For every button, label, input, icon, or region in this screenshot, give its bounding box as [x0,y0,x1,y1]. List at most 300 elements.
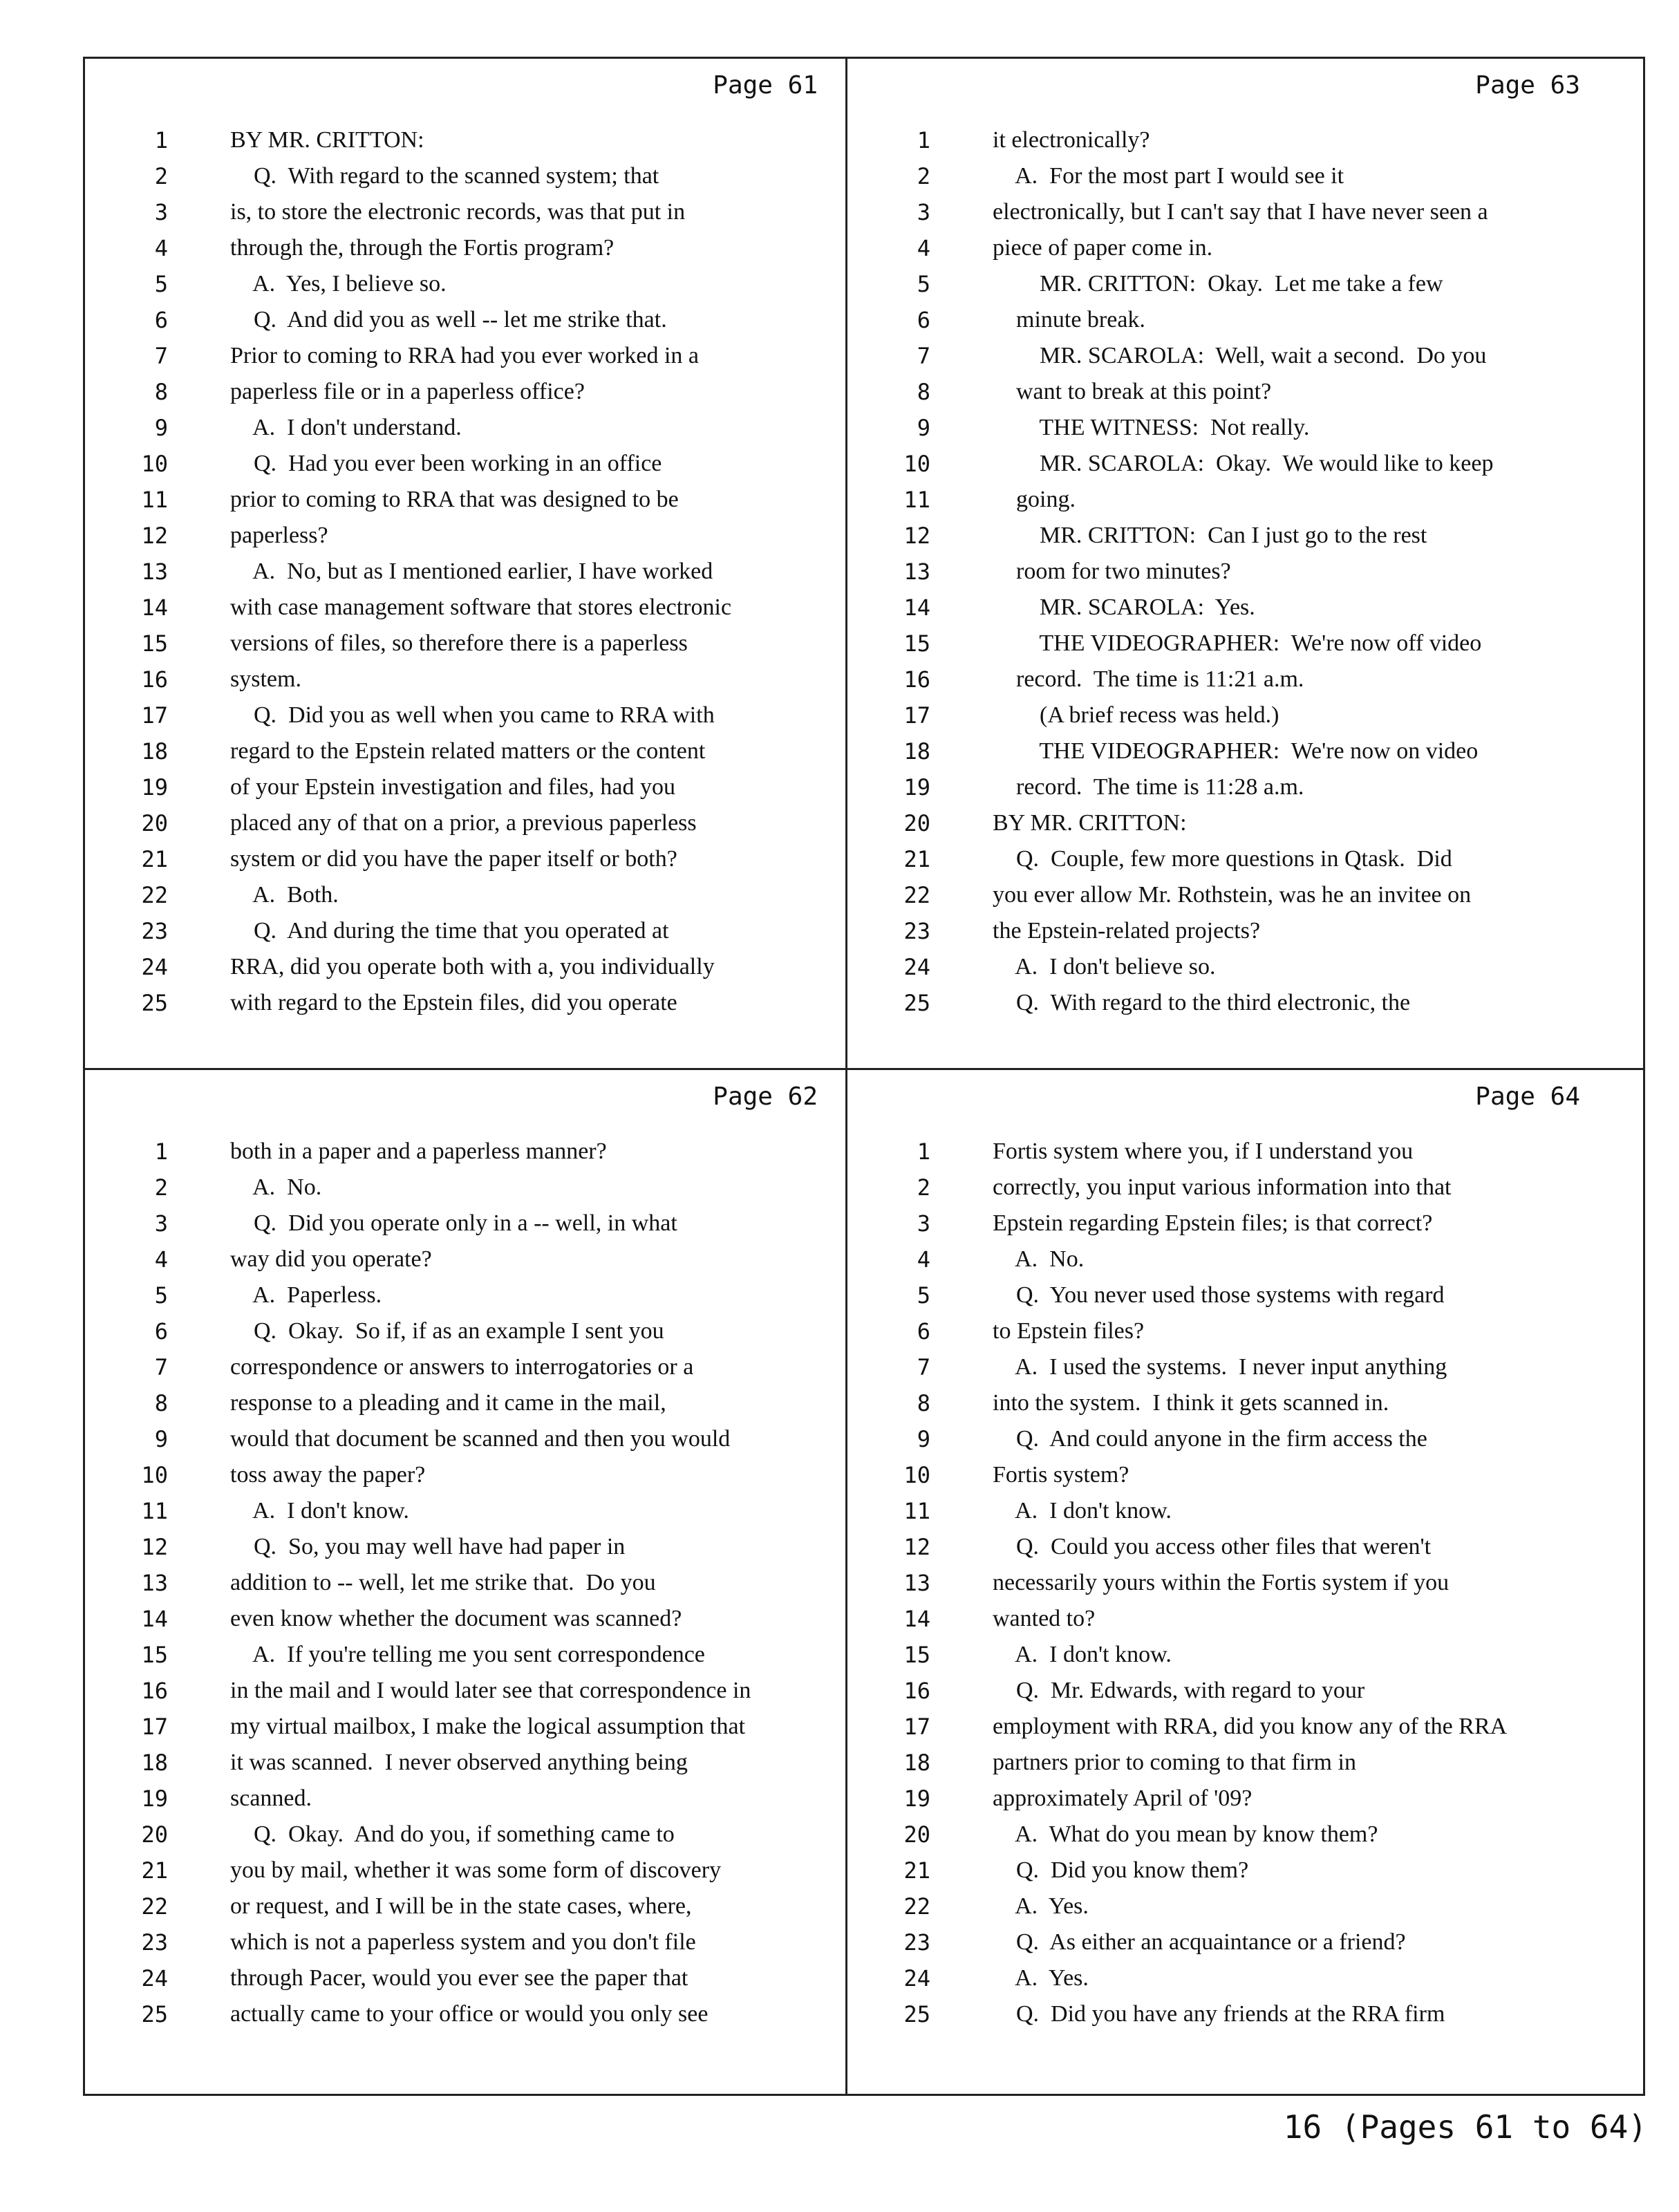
transcript-line [847,230,1608,266]
line-number: 1 [154,127,168,153]
transcript-line [85,158,845,194]
line-number: 6 [154,1318,168,1344]
line-number: 11 [141,487,168,513]
line-number: 6 [154,307,168,333]
line-number: 8 [154,1390,168,1416]
line-text: going. [993,487,1076,512]
transcript-line [847,338,1608,374]
transcript-line [85,122,845,158]
line-number: 23 [141,918,168,944]
line-number: 20 [141,1821,168,1848]
line-number: 17 [141,702,168,729]
transcript-line [847,1565,1608,1601]
line-number: 10 [903,1462,930,1488]
line-text: A. I don't understand. [230,415,462,440]
transcript-line [847,1349,1608,1385]
transcript-line [847,158,1608,194]
line-number: 13 [141,1570,168,1596]
line-text: Q. With regard to the third electronic, the [993,990,1411,1015]
line-text: MR. SCAROLA: Okay. We would like to keep [993,451,1494,476]
line-number: 21 [141,846,168,872]
line-text: room for two minutes? [993,559,1231,584]
line-text: system. [230,666,301,692]
line-text: into the system. I think it gets scanned in. [993,1390,1389,1416]
line-text: Q. Had you ever been working in an office [230,451,662,476]
line-text: with case management software that stores electronic [230,594,732,620]
transcript-line [85,913,845,949]
line-number: 10 [141,1462,168,1488]
transcript-line [85,1349,845,1385]
line-number: 25 [141,2001,168,2027]
line-number: 2 [154,1174,168,1201]
line-text: or request, and I will be in the state cases, where, [230,1893,692,1919]
line-text: piece of paper come in. [993,235,1213,261]
transcript-line [85,554,845,590]
transcript-line [847,194,1608,230]
line-number: 11 [903,1498,930,1524]
transcript-line [847,1421,1608,1457]
line-number: 5 [917,1282,930,1309]
page-number: Page 64 [1475,1082,1580,1111]
line-number: 15 [141,630,168,657]
transcript-line [847,1673,1608,1709]
line-text: system or did you have the paper itself or both? [230,846,677,872]
transcript-line [85,1529,845,1565]
transcript-line [847,1853,1608,1888]
line-number: 3 [154,199,168,225]
line-number: 9 [154,415,168,441]
transcript-lines [847,1134,1608,2032]
line-number: 19 [903,1785,930,1812]
transcript-line [847,1206,1608,1241]
line-text: paperless? [230,523,328,548]
transcript-line [85,1170,845,1206]
transcript-line [85,590,845,626]
line-text: minute break. [993,307,1145,332]
line-number: 25 [903,2001,930,2027]
line-number: 18 [141,1750,168,1776]
line-text: Epstein regarding Epstein files; is that correct? [993,1210,1433,1236]
line-text: record. The time is 11:21 a.m. [993,666,1304,692]
line-number: 13 [903,1570,930,1596]
line-text: prior to coming to RRA that was designed to be [230,487,679,512]
line-number: 22 [903,1893,930,1920]
line-text: A. I used the systems. I never input anything [993,1354,1447,1380]
transcript-line [85,446,845,482]
line-text: versions of files, so therefore there is a paperless [230,630,688,656]
line-number: 25 [903,990,930,1016]
line-number: 7 [154,343,168,369]
line-text: A. If you're telling me you sent correspondence [230,1642,705,1667]
transcript-line [847,1457,1608,1493]
transcript-line [85,1601,845,1637]
line-number: 14 [141,1606,168,1632]
line-text: Q. With regard to the scanned system; that [230,163,659,189]
transcript-line [847,1781,1608,1817]
line-number: 3 [154,1210,168,1237]
line-number: 14 [903,594,930,621]
line-number: 17 [141,1714,168,1740]
transcript-line [847,1385,1608,1421]
line-text: THE VIDEOGRAPHER: We're now on video [993,738,1479,764]
line-text: correctly, you input various information into that [993,1174,1452,1200]
line-number: 18 [141,738,168,765]
line-number: 21 [903,846,930,872]
line-number: 6 [917,1318,930,1344]
line-number: 8 [154,379,168,405]
line-text: A. I don't know. [993,1642,1172,1667]
transcript-lines [847,122,1608,1021]
transcript-line [85,1637,845,1673]
line-text: MR. SCAROLA: Yes. [993,594,1255,620]
transcript-lines [85,122,845,1021]
transcript-line [85,1817,845,1853]
line-number: 16 [141,1678,168,1704]
line-number: 1 [917,127,930,153]
transcript-line [847,446,1608,482]
line-text: BY MR. CRITTON: [230,127,424,153]
transcript-line [85,626,845,662]
line-text: which is not a paperless system and you don't file [230,1929,696,1955]
line-number: 16 [903,666,930,693]
transcript-line [847,1637,1608,1673]
line-text: A. Both. [230,882,339,908]
transcript-sheet [83,57,1645,2096]
transcript-line [847,1960,1608,1996]
line-number: 16 [903,1678,930,1704]
footer-page-range: 16 (Pages 61 to 64) [1283,2108,1647,2146]
line-text: it electronically? [993,127,1150,153]
page-number: Page 63 [1475,71,1580,100]
line-number: 4 [917,1246,930,1273]
line-number: 5 [154,1282,168,1309]
transcript-line [847,662,1608,697]
line-text: Q. So, you may well have had paper in [230,1534,626,1559]
line-number: 22 [141,1893,168,1920]
line-number: 23 [903,918,930,944]
line-number: 6 [917,307,930,333]
transcript-line [85,662,845,697]
line-text: wanted to? [993,1606,1096,1631]
transcript-line [85,482,845,518]
transcript-line [847,1170,1608,1206]
line-number: 13 [141,559,168,585]
line-text: the Epstein-related projects? [993,918,1261,944]
line-text: approximately April of '09? [993,1785,1253,1811]
line-number: 14 [141,594,168,621]
line-number: 13 [903,559,930,585]
line-text: regard to the Epstein related matters or the content [230,738,706,764]
line-number: 4 [154,235,168,261]
line-text: Prior to coming to RRA had you ever worked in a [230,343,700,368]
transcript-line [85,1781,845,1817]
transcript-line [85,338,845,374]
line-text: addition to -- well, let me strike that. Do you [230,1570,656,1595]
line-text: A. What do you mean by know them? [993,1821,1378,1847]
line-text: Q. Okay. So if, if as an example I sent you [230,1318,664,1344]
line-text: A. No, but as I mentioned earlier, I have worked [230,559,713,584]
line-text: RRA, did you operate both with a, you individually [230,954,715,980]
line-text: my virtual mailbox, I make the logical assumption that [230,1714,746,1739]
transcript-line [85,1277,845,1313]
line-number: 3 [917,1210,930,1237]
line-number: 7 [154,1354,168,1380]
line-text: BY MR. CRITTON: [993,810,1187,836]
line-number: 22 [903,882,930,908]
line-number: 15 [141,1642,168,1668]
page-number: Page 61 [713,71,818,100]
transcript-line [847,769,1608,805]
transcript-line [85,1745,845,1781]
line-number: 22 [141,882,168,908]
transcript-line [847,697,1608,733]
transcript-line [85,841,845,877]
transcript-line [847,1241,1608,1277]
line-number: 24 [903,954,930,980]
line-number: 12 [903,1534,930,1560]
transcript-lines [85,1134,845,2032]
transcript-line [85,805,845,841]
line-text: actually came to your office or would you only see [230,2001,709,2027]
line-number: 19 [141,1785,168,1812]
line-text: even know whether the document was scanned? [230,1606,682,1631]
line-number: 15 [903,1642,930,1668]
line-number: 9 [154,1426,168,1452]
transcript-line [85,410,845,446]
line-number: 9 [917,1426,930,1452]
line-number: 2 [917,1174,930,1201]
line-text: placed any of that on a prior, a previous paperless [230,810,697,836]
line-number: 12 [141,1534,168,1560]
line-text: Q. Did you as well when you came to RRA with [230,702,715,728]
line-number: 12 [141,523,168,549]
line-text: you ever allow Mr. Rothstein, was he an invitee on [993,882,1472,908]
transcript-line [847,733,1608,769]
transcript-line [85,769,845,805]
line-text: necessarily yours within the Fortis system if you [993,1570,1450,1595]
line-number: 23 [903,1929,930,1956]
line-text: it was scanned. I never observed anything being [230,1750,688,1775]
transcript-line [85,194,845,230]
line-text: A. Paperless. [230,1282,382,1308]
line-number: 2 [154,163,168,189]
line-number: 17 [903,1714,930,1740]
line-number: 1 [917,1138,930,1165]
transcript-line [847,1924,1608,1960]
transcript-line [85,1385,845,1421]
transcript-line [847,626,1608,662]
transcript-line [85,697,845,733]
transcript-line [85,949,845,985]
line-text: THE WITNESS: Not really. [993,415,1310,440]
transcript-line [85,266,845,302]
transcript-line [85,1673,845,1709]
line-number: 23 [141,1929,168,1956]
transcript-line [847,1996,1608,2032]
line-text: Q. Did you operate only in a -- well, in what [230,1210,677,1236]
line-number: 17 [903,702,930,729]
panel-page-63 [847,59,1608,1068]
line-text: with regard to the Epstein files, did you operate [230,990,677,1015]
transcript-line [847,590,1608,626]
line-text: response to a pleading and it came in the mail, [230,1390,666,1416]
line-number: 25 [141,990,168,1016]
line-text: would that document be scanned and then you would [230,1426,731,1452]
line-number: 10 [903,451,930,477]
line-text: Q. Couple, few more questions in Qtask. Did [993,846,1452,872]
line-text: A. I don't believe so. [993,954,1216,980]
line-number: 14 [903,1606,930,1632]
line-text: Q. And did you as well -- let me strike that. [230,307,667,332]
line-text: way did you operate? [230,1246,432,1272]
line-text: you by mail, whether it was some form of discovery [230,1857,722,1883]
line-text: is, to store the electronic records, was that put in [230,199,686,225]
transcript-line [847,266,1608,302]
line-text: through Pacer, would you ever see the paper that [230,1965,688,1991]
line-number: 8 [917,1390,930,1416]
line-text: A. I don't know. [230,1498,409,1524]
transcript-line [847,985,1608,1021]
panel-page-64 [847,1070,1608,2079]
transcript-line [85,1493,845,1529]
transcript-line [847,1709,1608,1745]
line-text: A. No. [993,1246,1085,1272]
line-text: electronically, but I can't say that I have never seen a [993,199,1488,225]
line-number: 7 [917,1354,930,1380]
transcript-line [85,733,845,769]
line-number: 4 [154,1246,168,1273]
line-text: partners prior to coming to that firm in [993,1750,1356,1775]
line-text: A. Yes. [993,1965,1089,1991]
transcript-line [85,1853,845,1888]
line-text: THE VIDEOGRAPHER: We're now off video [993,630,1482,656]
line-number: 10 [141,451,168,477]
line-text: employment with RRA, did you know any of the RRA [993,1714,1508,1739]
line-text: Q. As either an acquaintance or a friend? [993,1929,1406,1955]
transcript-line [847,841,1608,877]
line-number: 21 [141,1857,168,1884]
transcript-line [847,1601,1608,1637]
transcript-line [85,1888,845,1924]
transcript-line [85,1313,845,1349]
transcript-line [847,410,1608,446]
transcript-line [85,985,845,1021]
line-text: both in a paper and a paperless manner? [230,1138,607,1164]
line-number: 5 [917,271,930,297]
transcript-line [847,1277,1608,1313]
line-text: paperless file or in a paperless office? [230,379,585,404]
transcript-line [847,122,1608,158]
transcript-line [85,302,845,338]
transcript-line [85,1565,845,1601]
line-number: 18 [903,738,930,765]
transcript-line [847,949,1608,985]
line-number: 21 [903,1857,930,1884]
line-number: 5 [154,271,168,297]
line-text: Q. And could anyone in the firm access the [993,1426,1427,1452]
line-text: of your Epstein investigation and files, had you [230,774,675,800]
line-number: 24 [903,1965,930,1991]
line-number: 24 [141,954,168,980]
line-text: want to break at this point? [993,379,1272,404]
transcript-line [847,1529,1608,1565]
transcript-line [85,1709,845,1745]
line-text: Q. You never used those systems with regard [993,1282,1445,1308]
transcript-line [847,1745,1608,1781]
line-text: Q. Could you access other files that weren't [993,1534,1432,1559]
line-number: 20 [903,810,930,836]
line-number: 20 [141,810,168,836]
transcript-line [847,1134,1608,1170]
line-text: toss away the paper? [230,1462,426,1488]
line-text: Fortis system where you, if I understand you [993,1138,1414,1164]
line-text: A. Yes, I believe so. [230,271,447,297]
transcript-line [85,374,845,410]
transcript-line [847,374,1608,410]
line-number: 11 [903,487,930,513]
line-number: 1 [154,1138,168,1165]
line-text: Q. Did you have any friends at the RRA firm [993,2001,1445,2027]
transcript-line [85,877,845,913]
line-number: 18 [903,1750,930,1776]
line-number: 4 [917,235,930,261]
line-number: 11 [141,1498,168,1524]
transcript-line [847,1493,1608,1529]
line-text: correspondence or answers to interrogatories or a [230,1354,694,1380]
transcript-line [847,1817,1608,1853]
line-number: 3 [917,199,930,225]
line-text: Q. Did you know them? [993,1857,1249,1883]
line-number: 24 [141,1965,168,1991]
line-text: Fortis system? [993,1462,1129,1488]
transcript-line [85,1241,845,1277]
page-number: Page 62 [713,1082,818,1111]
line-number: 12 [903,523,930,549]
line-number: 2 [917,163,930,189]
transcript-line [85,1457,845,1493]
transcript-line [847,1888,1608,1924]
transcript-line [85,518,845,554]
transcript-line [85,1206,845,1241]
transcript-line [85,1421,845,1457]
line-text: MR. CRITTON: Okay. Let me take a few [993,271,1443,297]
line-text: MR. SCAROLA: Well, wait a second. Do you [993,343,1487,368]
transcript-line [847,302,1608,338]
line-number: 19 [141,774,168,800]
line-text: to Epstein files? [993,1318,1145,1344]
line-number: 20 [903,1821,930,1848]
line-text: record. The time is 11:28 a.m. [993,774,1304,800]
line-text: Q. Mr. Edwards, with regard to your [993,1678,1365,1703]
transcript-line [847,913,1608,949]
transcript-line [85,1924,845,1960]
transcript-line [85,1134,845,1170]
transcript-line [847,877,1608,913]
line-text: scanned. [230,1785,312,1811]
transcript-line [85,1996,845,2032]
line-text: A. Yes. [993,1893,1089,1919]
line-text: Q. And during the time that you operated at [230,918,669,944]
line-text: Q. Okay. And do you, if something came to [230,1821,675,1847]
panel-page-62 [85,1070,845,2079]
line-number: 19 [903,774,930,800]
transcript-line [847,554,1608,590]
line-number: 7 [917,343,930,369]
line-number: 8 [917,379,930,405]
line-text: A. I don't know. [993,1498,1172,1524]
line-text: (A brief recess was held.) [993,702,1279,728]
transcript-line [847,482,1608,518]
